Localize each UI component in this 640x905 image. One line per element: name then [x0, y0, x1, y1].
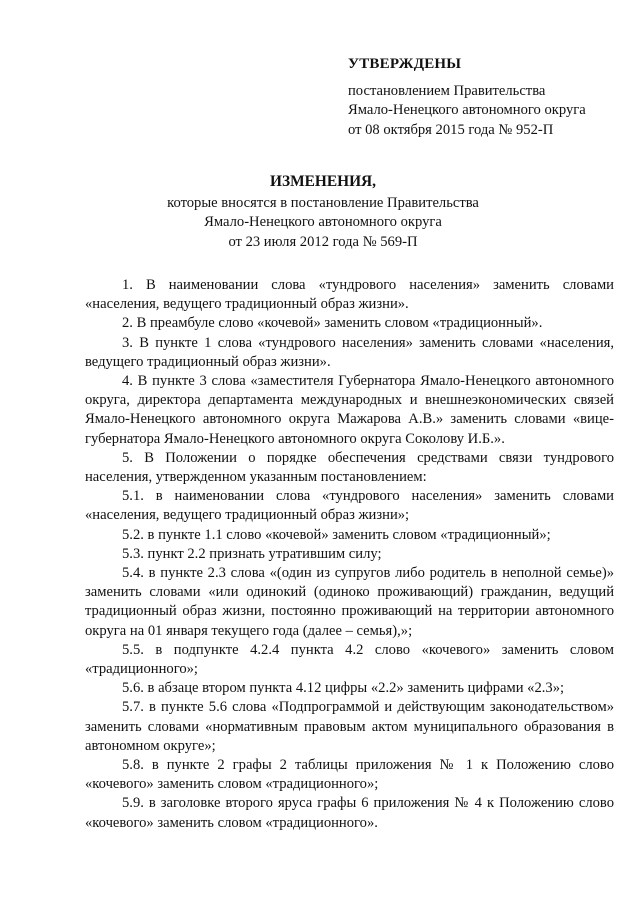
paragraph-5-2: 5.2. в пункте 1.1 слово «кочевой» заменить словом «традиционный»; — [122, 526, 551, 543]
approval-line-2: Ямало-Ненецкого автономного округа — [348, 102, 586, 119]
document-subtitle-line-2: Ямало-Ненецкого автономного округа — [204, 214, 442, 231]
paragraph-5-8: 5.8. в пункте 2 графы 2 таблицы приложения № 1 к Положению слово «кочевого» заменить словом «традиционного»; — [85, 757, 614, 793]
paragraph-2: 2. В преамбуле слово «кочевой» заменить словом «традиционный». — [122, 315, 543, 332]
approval-heading: УТВЕРЖДЕНЫ — [348, 56, 462, 72]
paragraph-5-7: 5.7. в пункте 5.6 слова «Подпрограммой и действующим законодательством» заменить словами «нормативным правовым актом муниципального образования в автономном округе»; — [85, 699, 614, 754]
approval-line-1: постановлением Правительства — [348, 83, 546, 100]
paragraph-5-5: 5.5. в подпункте 4.2.4 пункта 4.2 слово «кочевого» заменить словом «традиционного»; — [85, 641, 614, 678]
document-body — [85, 276, 614, 833]
approval-stamp — [348, 55, 618, 140]
document-title-block — [80, 172, 566, 252]
paragraph-5-6: 5.6. в абзаце втором пункта 4.12 цифры «2.2» заменить цифрами «2.3»; — [122, 680, 565, 697]
paragraph-5-4: 5.4. в пункте 2.3 слова «(один из супругов либо родитель в неполной семье)» заменить словами «или одинокий (одиноко проживающий) гражданин, ведущий традиционный образ жизни, постоянно проживающий на территории автономного округа на 01 января текущего года (далее – семья),»; — [85, 565, 614, 639]
paragraph-1: 1. В наименовании слова «тундрового населения» заменить словами «населения, ведущего традиционный образ жизни». — [85, 277, 614, 313]
document-subtitle-line-1: которые вносятся в постановление Правительства — [167, 195, 479, 212]
document-title: ИЗМЕНЕНИЯ, — [269, 173, 377, 190]
paragraph-5-9: 5.9. в заголовке второго яруса графы 6 приложения № 4 к Положению слово «кочевого» заменить словом «традиционного». — [85, 795, 614, 831]
paragraph-5: 5. В Положении о порядке обеспечения средствами связи тундрового населения, утвержденном указанным постановлением: — [85, 449, 614, 486]
paragraph-5-3: 5.3. пункт 2.2 признать утратившим силу; — [122, 545, 382, 562]
paragraph-4: 4. В пункте 3 слова «заместителя Губернатора Ямало-Ненецкого автономного округа, директора департамента международных и внешнеэкономических связей Ямало-Ненецкого автономного округа Мажарова А.В.» заменить словами «вице-губернатора Ямало-Ненецкого автономного округа Соколову И.Б.». — [85, 373, 614, 447]
paragraph-5-1: 5.1. в наименовании слова «тундрового населения» заменить словами «населения, ведущего традиционный образ жизни»; — [85, 488, 614, 524]
document-subtitle-line-3: от 23 июля 2012 года № 569-П — [228, 233, 418, 250]
paragraph-3: 3. В пункте 1 слова «тундрового населения» заменить словами «населения, ведущего традиционный образ жизни». — [85, 334, 614, 370]
approval-line-3: от 08 октября 2015 года № 952-П — [348, 121, 554, 138]
